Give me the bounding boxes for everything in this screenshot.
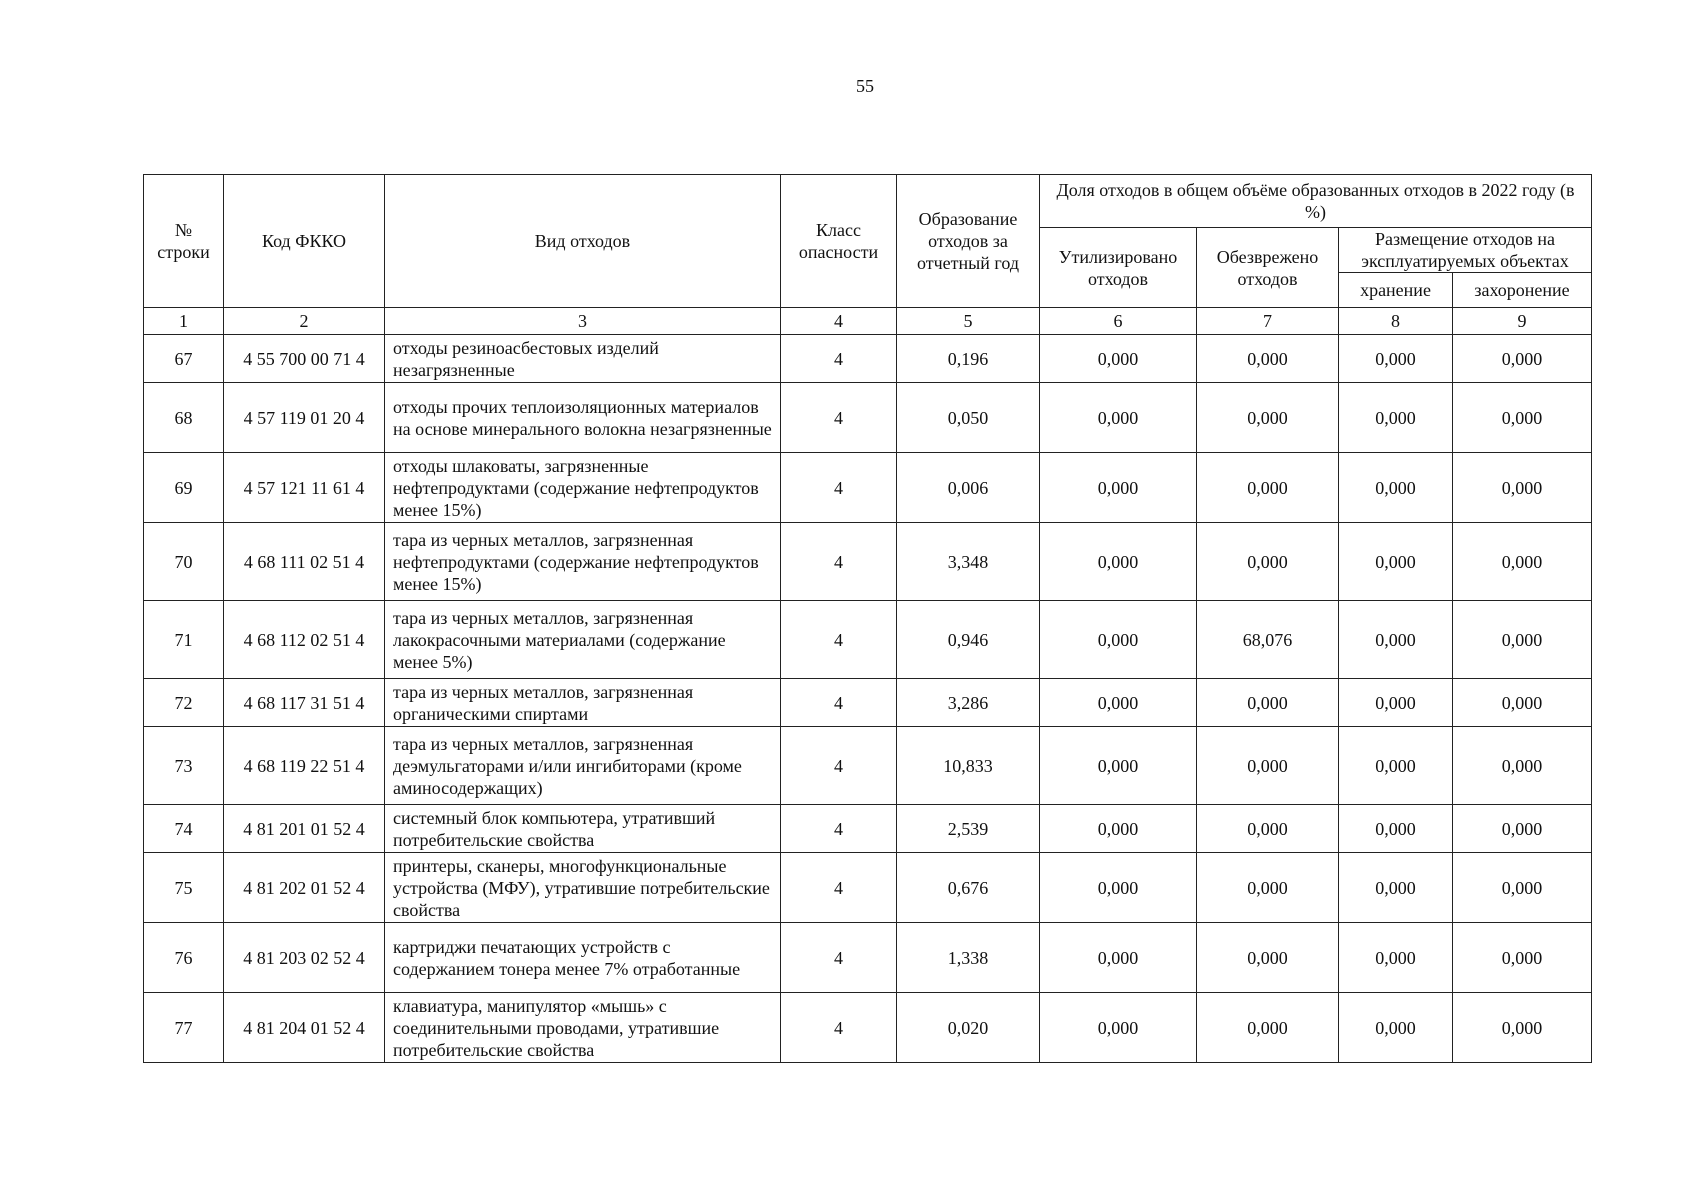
fkko-code: 4 81 201 01 52 4: [224, 805, 385, 853]
burial-share: 0,000: [1453, 383, 1592, 453]
header-hazard-class: Класс опасности: [781, 175, 897, 308]
header-utilized: Утилизировано отходов: [1040, 228, 1197, 308]
row-number: 70: [144, 523, 224, 601]
burial-share: 0,000: [1453, 727, 1592, 805]
utilized-share: 0,000: [1040, 853, 1197, 923]
generated-amount: 1,338: [897, 923, 1040, 993]
generated-amount: 0,006: [897, 453, 1040, 523]
waste-description: тара из черных металлов, загрязненная нефтепродуктами (содержание нефтепродуктов менее 15%): [385, 523, 781, 601]
waste-description: принтеры, сканеры, многофункциональные устройства (МФУ), утратившие потребительские свойства: [385, 853, 781, 923]
column-number: 6: [1040, 308, 1197, 335]
generated-amount: 0,196: [897, 335, 1040, 383]
hazard-class: 4: [781, 993, 897, 1063]
table-row: [144, 923, 1592, 993]
table-row: [144, 679, 1592, 727]
neutralized-share: 0,000: [1197, 383, 1339, 453]
waste-description: отходы резиноасбестовых изделий незагрязненные: [385, 335, 781, 383]
generated-amount: 3,286: [897, 679, 1040, 727]
burial-share: 0,000: [1453, 679, 1592, 727]
row-number: 71: [144, 601, 224, 679]
generated-amount: 2,539: [897, 805, 1040, 853]
table-row: [144, 453, 1592, 523]
generated-amount: 0,946: [897, 601, 1040, 679]
table-row: [144, 523, 1592, 601]
header-storage: хранение: [1339, 273, 1453, 308]
waste-description: картриджи печатающих устройств с содержанием тонера менее 7% отработанные: [385, 923, 781, 993]
row-number: 73: [144, 727, 224, 805]
generated-amount: 3,348: [897, 523, 1040, 601]
table-row: [144, 805, 1592, 853]
fkko-code: 4 68 112 02 51 4: [224, 601, 385, 679]
column-number: 8: [1339, 308, 1453, 335]
burial-share: 0,000: [1453, 523, 1592, 601]
neutralized-share: 0,000: [1197, 853, 1339, 923]
burial-share: 0,000: [1453, 601, 1592, 679]
header-burial: захоронение: [1453, 273, 1592, 308]
utilized-share: 0,000: [1040, 993, 1197, 1063]
fkko-code: 4 57 119 01 20 4: [224, 383, 385, 453]
neutralized-share: 0,000: [1197, 453, 1339, 523]
hazard-class: 4: [781, 335, 897, 383]
generated-amount: 0,676: [897, 853, 1040, 923]
table-row: [144, 993, 1592, 1063]
storage-share: 0,000: [1339, 601, 1453, 679]
generated-amount: 0,020: [897, 993, 1040, 1063]
storage-share: 0,000: [1339, 923, 1453, 993]
row-number: 77: [144, 993, 224, 1063]
utilized-share: 0,000: [1040, 383, 1197, 453]
hazard-class: 4: [781, 923, 897, 993]
storage-share: 0,000: [1339, 679, 1453, 727]
hazard-class: 4: [781, 727, 897, 805]
header-generated: Образование отходов за отчетный год: [897, 175, 1040, 308]
fkko-code: 4 81 204 01 52 4: [224, 993, 385, 1063]
hazard-class: 4: [781, 383, 897, 453]
header-row-no: № строки: [144, 175, 224, 308]
fkko-code: 4 81 202 01 52 4: [224, 853, 385, 923]
column-number: 5: [897, 308, 1040, 335]
utilized-share: 0,000: [1040, 923, 1197, 993]
storage-share: 0,000: [1339, 853, 1453, 923]
fkko-code: 4 68 111 02 51 4: [224, 523, 385, 601]
utilized-share: 0,000: [1040, 601, 1197, 679]
column-number: 2: [224, 308, 385, 335]
row-number: 75: [144, 853, 224, 923]
waste-description: тара из черных металлов, загрязненная деэмульгаторами и/или ингибиторами (кроме аминосодержащих): [385, 727, 781, 805]
neutralized-share: 0,000: [1197, 523, 1339, 601]
waste-description: системный блок компьютера, утративший потребительские свойства: [385, 805, 781, 853]
hazard-class: 4: [781, 805, 897, 853]
fkko-code: 4 55 700 00 71 4: [224, 335, 385, 383]
hazard-class: 4: [781, 453, 897, 523]
table-row: [144, 853, 1592, 923]
storage-share: 0,000: [1339, 805, 1453, 853]
neutralized-share: 0,000: [1197, 923, 1339, 993]
column-number: 4: [781, 308, 897, 335]
utilized-share: 0,000: [1040, 727, 1197, 805]
burial-share: 0,000: [1453, 993, 1592, 1063]
burial-share: 0,000: [1453, 453, 1592, 523]
waste-description: отходы шлаковаты, загрязненные нефтепродуктами (содержание нефтепродуктов менее 15%): [385, 453, 781, 523]
row-number: 76: [144, 923, 224, 993]
column-number: 3: [385, 308, 781, 335]
storage-share: 0,000: [1339, 335, 1453, 383]
hazard-class: 4: [781, 523, 897, 601]
hazard-class: 4: [781, 679, 897, 727]
storage-share: 0,000: [1339, 727, 1453, 805]
waste-table: [143, 174, 1592, 1063]
storage-share: 0,000: [1339, 993, 1453, 1063]
utilized-share: 0,000: [1040, 453, 1197, 523]
row-number: 72: [144, 679, 224, 727]
header-neutralized: Обезврежено отходов: [1197, 228, 1339, 308]
waste-description: тара из черных металлов, загрязненная органическими спиртами: [385, 679, 781, 727]
row-number: 68: [144, 383, 224, 453]
waste-description: тара из черных металлов, загрязненная лакокрасочными материалами (содержание менее 5%): [385, 601, 781, 679]
row-number: 67: [144, 335, 224, 383]
column-number: 1: [144, 308, 224, 335]
burial-share: 0,000: [1453, 923, 1592, 993]
burial-share: 0,000: [1453, 805, 1592, 853]
neutralized-share: 0,000: [1197, 335, 1339, 383]
utilized-share: 0,000: [1040, 679, 1197, 727]
neutralized-share: 0,000: [1197, 727, 1339, 805]
header-placement-group: Размещение отходов на эксплуатируемых объектах: [1339, 228, 1592, 273]
column-number: 9: [1453, 308, 1592, 335]
burial-share: 0,000: [1453, 853, 1592, 923]
table-row: [144, 335, 1592, 383]
table-row: [144, 727, 1592, 805]
fkko-code: 4 81 203 02 52 4: [224, 923, 385, 993]
header-waste-type: Вид отходов: [385, 175, 781, 308]
row-number: 74: [144, 805, 224, 853]
column-numbers-row: [144, 308, 1592, 335]
fkko-code: 4 68 117 31 51 4: [224, 679, 385, 727]
page-number: 55: [856, 76, 874, 96]
neutralized-share: 0,000: [1197, 805, 1339, 853]
column-number: 7: [1197, 308, 1339, 335]
header-fkko-code: Код ФККО: [224, 175, 385, 308]
fkko-code: 4 57 121 11 61 4: [224, 453, 385, 523]
header-share-group: Доля отходов в общем объёме образованных отходов в 2022 году (в %): [1040, 175, 1592, 228]
neutralized-share: 0,000: [1197, 679, 1339, 727]
waste-description: клавиатура, манипулятор «мышь» с соединительными проводами, утратившие потребительские свойства: [385, 993, 781, 1063]
hazard-class: 4: [781, 853, 897, 923]
storage-share: 0,000: [1339, 453, 1453, 523]
row-number: 69: [144, 453, 224, 523]
table-row: [144, 383, 1592, 453]
utilized-share: 0,000: [1040, 523, 1197, 601]
table-row: [144, 601, 1592, 679]
generated-amount: 10,833: [897, 727, 1040, 805]
generated-amount: 0,050: [897, 383, 1040, 453]
neutralized-share: 68,076: [1197, 601, 1339, 679]
fkko-code: 4 68 119 22 51 4: [224, 727, 385, 805]
neutralized-share: 0,000: [1197, 993, 1339, 1063]
storage-share: 0,000: [1339, 523, 1453, 601]
storage-share: 0,000: [1339, 383, 1453, 453]
burial-share: 0,000: [1453, 335, 1592, 383]
utilized-share: 0,000: [1040, 805, 1197, 853]
utilized-share: 0,000: [1040, 335, 1197, 383]
hazard-class: 4: [781, 601, 897, 679]
waste-description: отходы прочих теплоизоляционных материалов на основе минерального волокна незагрязненные: [385, 383, 781, 453]
